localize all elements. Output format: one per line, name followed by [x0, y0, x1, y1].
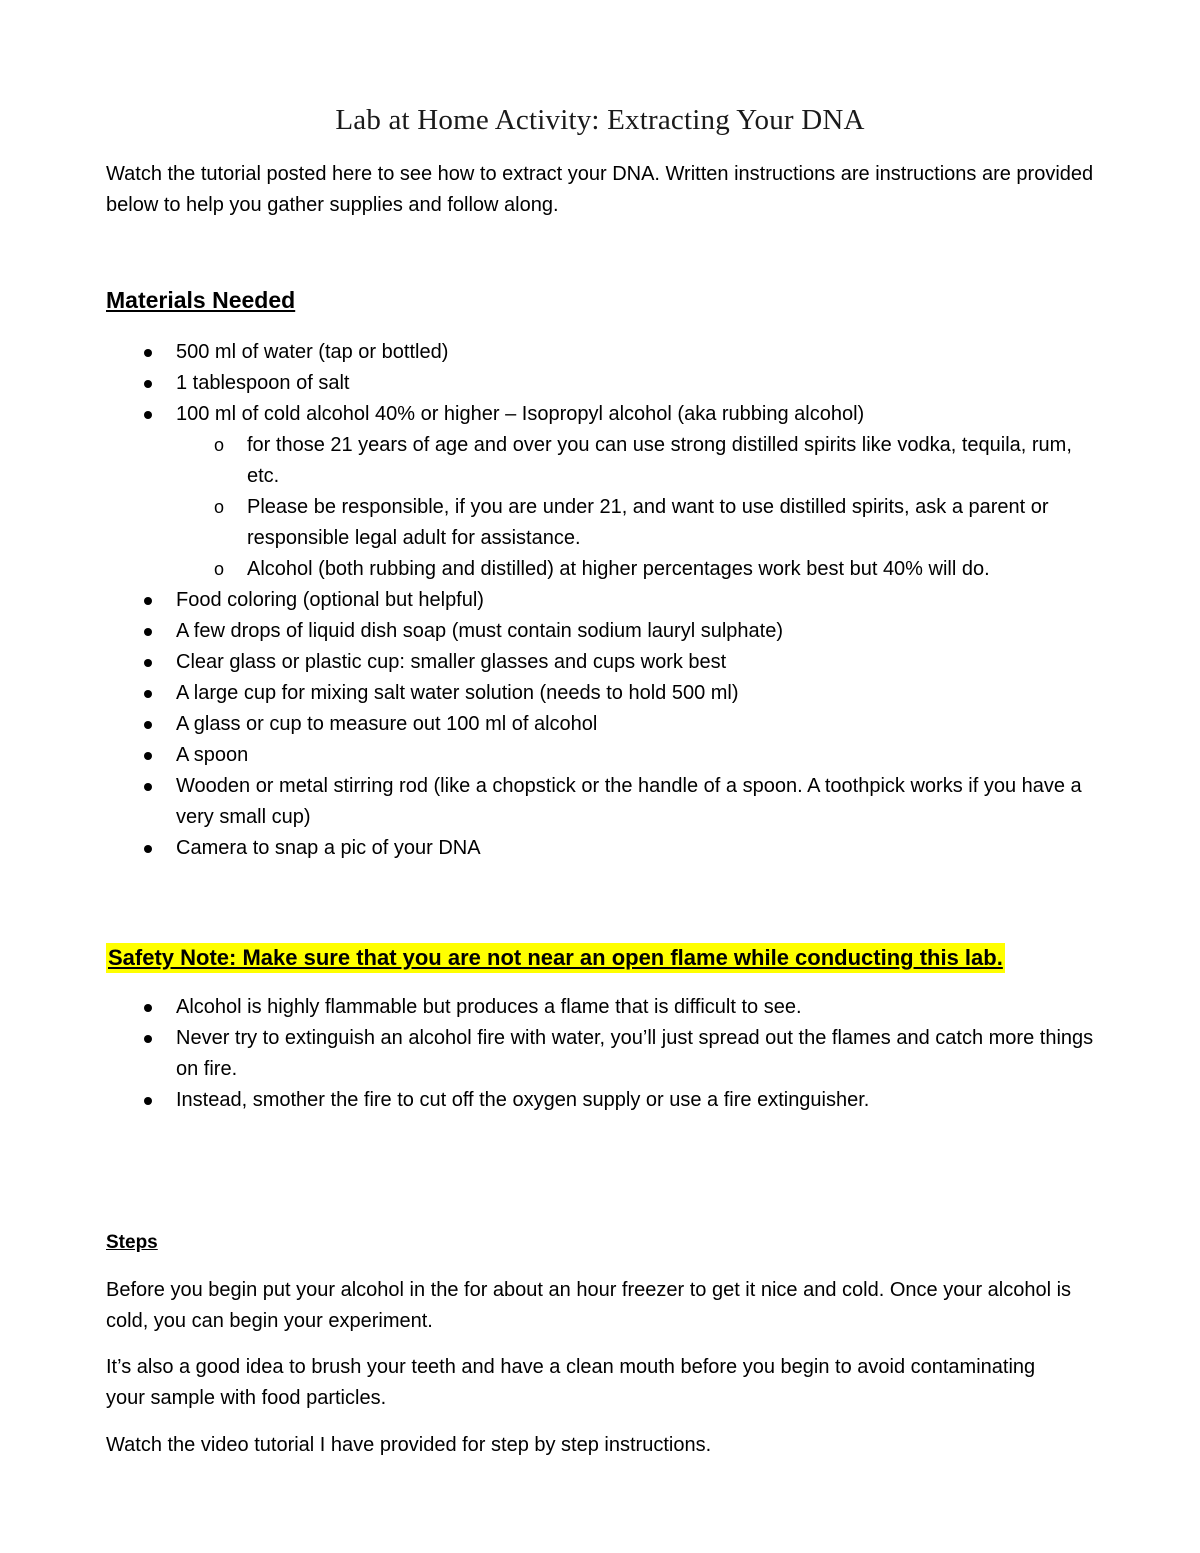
bullet-icon	[144, 349, 152, 357]
bullet-icon	[144, 597, 152, 605]
list-item: Instead, smother the fire to cut off the oxygen supply or use a fire extinguisher.	[106, 1085, 1106, 1116]
list-item: Clear glass or plastic cup: smaller glasses and cups work best	[106, 647, 1106, 678]
list-item: A few drops of liquid dish soap (must contain sodium lauryl sulphate)	[106, 616, 1106, 647]
materials-list	[106, 337, 1107, 864]
bullet-icon	[144, 1097, 152, 1105]
list-item: Camera to snap a pic of your DNA	[106, 833, 1106, 864]
bullet-icon	[144, 411, 152, 419]
intro-paragraph: Watch the tutorial posted here to see how to extract your DNA. Written instructions are instructions are provided below to help you gather supplies and follow along.	[106, 163, 1094, 216]
bullet-icon	[144, 783, 152, 791]
bullet-icon	[144, 628, 152, 636]
bullet-icon	[144, 845, 152, 853]
safety-note: Safety Note: Make sure that you are not near an open flame while conducting this lab.	[106, 943, 1005, 973]
bullet-icon	[144, 380, 152, 388]
document-title: Lab at Home Activity: Extracting Your DNA	[335, 104, 865, 136]
sub-list-item: o Please be responsible, if you are under 21, and want to use distilled spirits, ask a parent or responsible legal adult for assistance.	[106, 492, 1107, 554]
steps-heading: Steps	[106, 1232, 158, 1253]
bullet-icon	[144, 659, 152, 667]
bullet-icon	[144, 1035, 152, 1043]
alcohol-sublist	[106, 430, 1107, 585]
materials-heading: Materials Needed	[106, 287, 296, 313]
list-item: 1 tablespoon of salt	[106, 368, 1106, 399]
sub-list-item: o Alcohol (both rubbing and distilled) at higher percentages work best but 40% will do.	[106, 554, 1107, 585]
list-item: Wooden or metal stirring rod (like a chopstick or the handle of a spoon. A toothpick works if you have a very small cup)	[106, 771, 1106, 833]
list-item: Never try to extinguish an alcohol fire with water, you’ll just spread out the flames and catch more things on fire.	[106, 1023, 1106, 1085]
safety-list	[106, 992, 1106, 1116]
bullet-icon	[144, 721, 152, 729]
circle-bullet-icon: o	[214, 559, 225, 579]
bullet-icon	[144, 752, 152, 760]
steps-paragraph: It’s also a good idea to brush your teeth and have a clean mouth before you begin to avoid contaminating your sample with food particles.	[106, 1356, 1036, 1409]
circle-bullet-icon: o	[214, 435, 225, 455]
bullet-icon	[144, 1004, 152, 1012]
list-item: A glass or cup to measure out 100 ml of alcohol	[106, 709, 1106, 740]
list-item: 100 ml of cold alcohol 40% or higher – Isopropyl alcohol (aka rubbing alcohol)	[106, 399, 1106, 430]
steps-paragraph: Before you begin put your alcohol in the for about an hour freezer to get it nice and cold. Once your alcohol is cold, you can begin your experiment.	[106, 1279, 1072, 1332]
steps-paragraph: Watch the video tutorial I have provided for step by step instructions.	[106, 1434, 712, 1456]
list-item: A large cup for mixing salt water solution (needs to hold 500 ml)	[106, 678, 1106, 709]
list-item: A spoon	[106, 740, 1106, 771]
list-item: Alcohol is highly flammable but produces a flame that is difficult to see.	[106, 992, 1106, 1023]
circle-bullet-icon: o	[214, 497, 225, 517]
list-item: Food coloring (optional but helpful)	[106, 585, 1106, 616]
bullet-icon	[144, 690, 152, 698]
list-item: 500 ml of water (tap or bottled)	[106, 337, 1106, 368]
sub-list-item: o for those 21 years of age and over you can use strong distilled spirits like vodka, tequila, rum, etc.	[106, 430, 1107, 492]
